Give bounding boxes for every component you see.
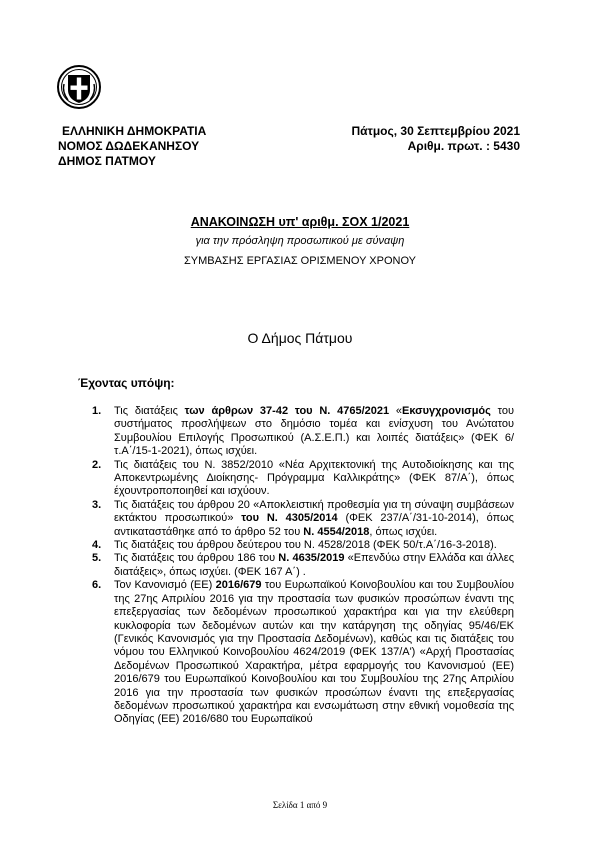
text-segment: των άρθρων 37-42 του Ν. 4765/2021: [184, 405, 390, 417]
list-item-number: 1.: [92, 405, 102, 417]
text-segment: Τις διατάξεις του Ν. 3852/2010 «Νέα Αρχιτεκτονική της Αυτοδιοίκησης και της Αποκεντρωμένης Διοίκησης- Πρόγραμμα Καλλικράτης» (ΦΕΚ 87/Α΄), όπως έχουντροποποιηθεί και ισχύουν.: [114, 458, 514, 498]
text-segment: Τις διατάξεις του άρθρου 20 «Αποκλειστική προθεσμία για τη σύναψη συμβάσεων εκτάκτου προσωπικού»: [114, 498, 514, 525]
list-item-number: 6.: [92, 579, 102, 592]
page-footer: Σελίδα 1 από 9: [272, 800, 328, 810]
text-segment: Ν. 4554/2018: [303, 525, 370, 538]
text-segment: , όπως ισχύει.: [369, 525, 438, 538]
text-segment: 2016/679: [215, 579, 262, 592]
list-item: [92, 552, 514, 579]
municipality-heading: Ο Δήμος Πάτμου: [247, 330, 353, 346]
list-item-text: [114, 405, 514, 459]
protocol-number: Αριθμ. πρωτ. : 5430: [407, 139, 520, 153]
text-segment: του Ν. 4305/2014: [241, 512, 338, 525]
list-item: [92, 539, 514, 552]
text-segment: Ν. 4635/2019: [278, 552, 345, 565]
text-segment: Εκσυγχρονισμός: [402, 405, 491, 417]
legal-basis-list: [92, 405, 514, 727]
list-item-number: 5.: [92, 552, 102, 565]
list-item: [92, 499, 514, 539]
list-item-text: [114, 499, 514, 539]
list-item-text: [114, 579, 514, 726]
greek-coat-of-arms-icon: [56, 64, 102, 110]
text-segment: Τις διατάξεις: [114, 405, 185, 417]
issuer-line: ΕΛΛΗΝΙΚΗ ΔΗΜΟΚΡΑΤΙΑ: [62, 124, 207, 138]
announcement-subtitle: για την πρόσληψη προσωπικού με σύναψη: [195, 235, 405, 247]
list-item: [92, 405, 514, 459]
announcement-subtitle-2: ΣΥΜΒΑΣΗΣ ΕΡΓΑΣΙΑΣ ΟΡΙΣΜΕΝΟΥ ΧΡΟΝΟΥ: [184, 255, 416, 267]
list-item: [92, 579, 514, 726]
text-segment: «Επενδύω στην Ελλάδα και άλλες διατάξεις», όπως ισχύει. (ΦΕΚ 167 Α΄) .: [114, 552, 514, 578]
considering-heading: Έχοντας υπόψη:: [78, 376, 175, 390]
issuer-line: ΝΟΜΟΣ ΔΩΔΕΚΑΝΗΣΟΥ: [58, 139, 200, 153]
text-segment: του συστήματος προσλήψεων στο δημόσιο τομέα και ενίσχυση του Ανώτατου Συμβουλίου Επιλογής Προσωπικού (Α.Σ.Ε.Π.) και λοιπές διατάξεις» (ΦΕΚ 6/τ.Α΄/15-1-2021), όπως ισχύει.: [114, 405, 514, 458]
list-item-number: 3.: [92, 498, 102, 511]
list-item-number: 4.: [92, 539, 102, 552]
text-segment: (ΦΕΚ 237/Α΄/31-10-2014), όπως αντικαταστάθηκε από το άρθρο 52 του: [114, 512, 514, 538]
list-item-text: [114, 459, 514, 499]
issuer-block: [58, 124, 206, 169]
text-segment: Τις διατάξεις του άρθρου 186 του: [114, 552, 279, 565]
date-protocol-block: [351, 124, 520, 154]
text-segment: Τον Κανονισμό (ΕΕ): [114, 579, 216, 592]
text-segment: Τις διατάξεις του άρθρου δεύτερου του Ν. 4528/2018 (ΦΕΚ 50/τ.Α΄/16-3-2018).: [114, 539, 497, 552]
list-item: [92, 459, 514, 499]
place-date: Πάτμος, 30 Σεπτεμβρίου 2021: [351, 124, 520, 138]
announcement-title: ΑΝΑΚΟΙΝΩΣΗ υπ' αριθμ. ΣΟΧ 1/2021: [190, 215, 410, 229]
list-item-number: 2.: [92, 458, 102, 471]
list-item-text: [114, 539, 514, 552]
list-item-text: [114, 552, 514, 579]
issuer-line: ΔΗΜΟΣ ΠΑΤΜΟΥ: [58, 154, 156, 168]
text-segment: «: [389, 405, 402, 417]
text-segment: του Ευρωπαϊκού Κοινοβουλίου και του Συμβουλίου της 27ης Απριλίου 2016 για την προστασία των φυσικών προσώπων έναντι της επεξεργασίας των δεδομένων προσωπικού χαρακτήρα και για την ελεύθερη κυκλοφορία των δεδομένων αυτών και την κατάργηση της οδηγίας 95/46/ΕΚ (Γενικός Κανονισμός για την Προστασία Δεδομένων), καθώς και τις διατάξεις του νόμου του Ελληνικού Κοινοβουλίου 4624/2019 (ΦΕΚ 137/Α') «Αρχή Προστασίας Δεδομένων Προσωπικού Χαρακτήρα, μέτρα εφαρμογής του Κανονισμού (ΕΕ) 2016/679 του Ευρωπαϊκού Κοινοβουλίου και του Συμβουλίου της 27ης Απριλίου 2016 για την προστασία των φυσικών προσώπων έναντι της επεξεργασίας δεδομένων προσωπικού χαρακτήρα και ενσωμάτωση στην εθνική νομοθεσία της Οδηγίας (ΕΕ) 2016/680 του Ευρωπαϊκού: [114, 579, 514, 726]
